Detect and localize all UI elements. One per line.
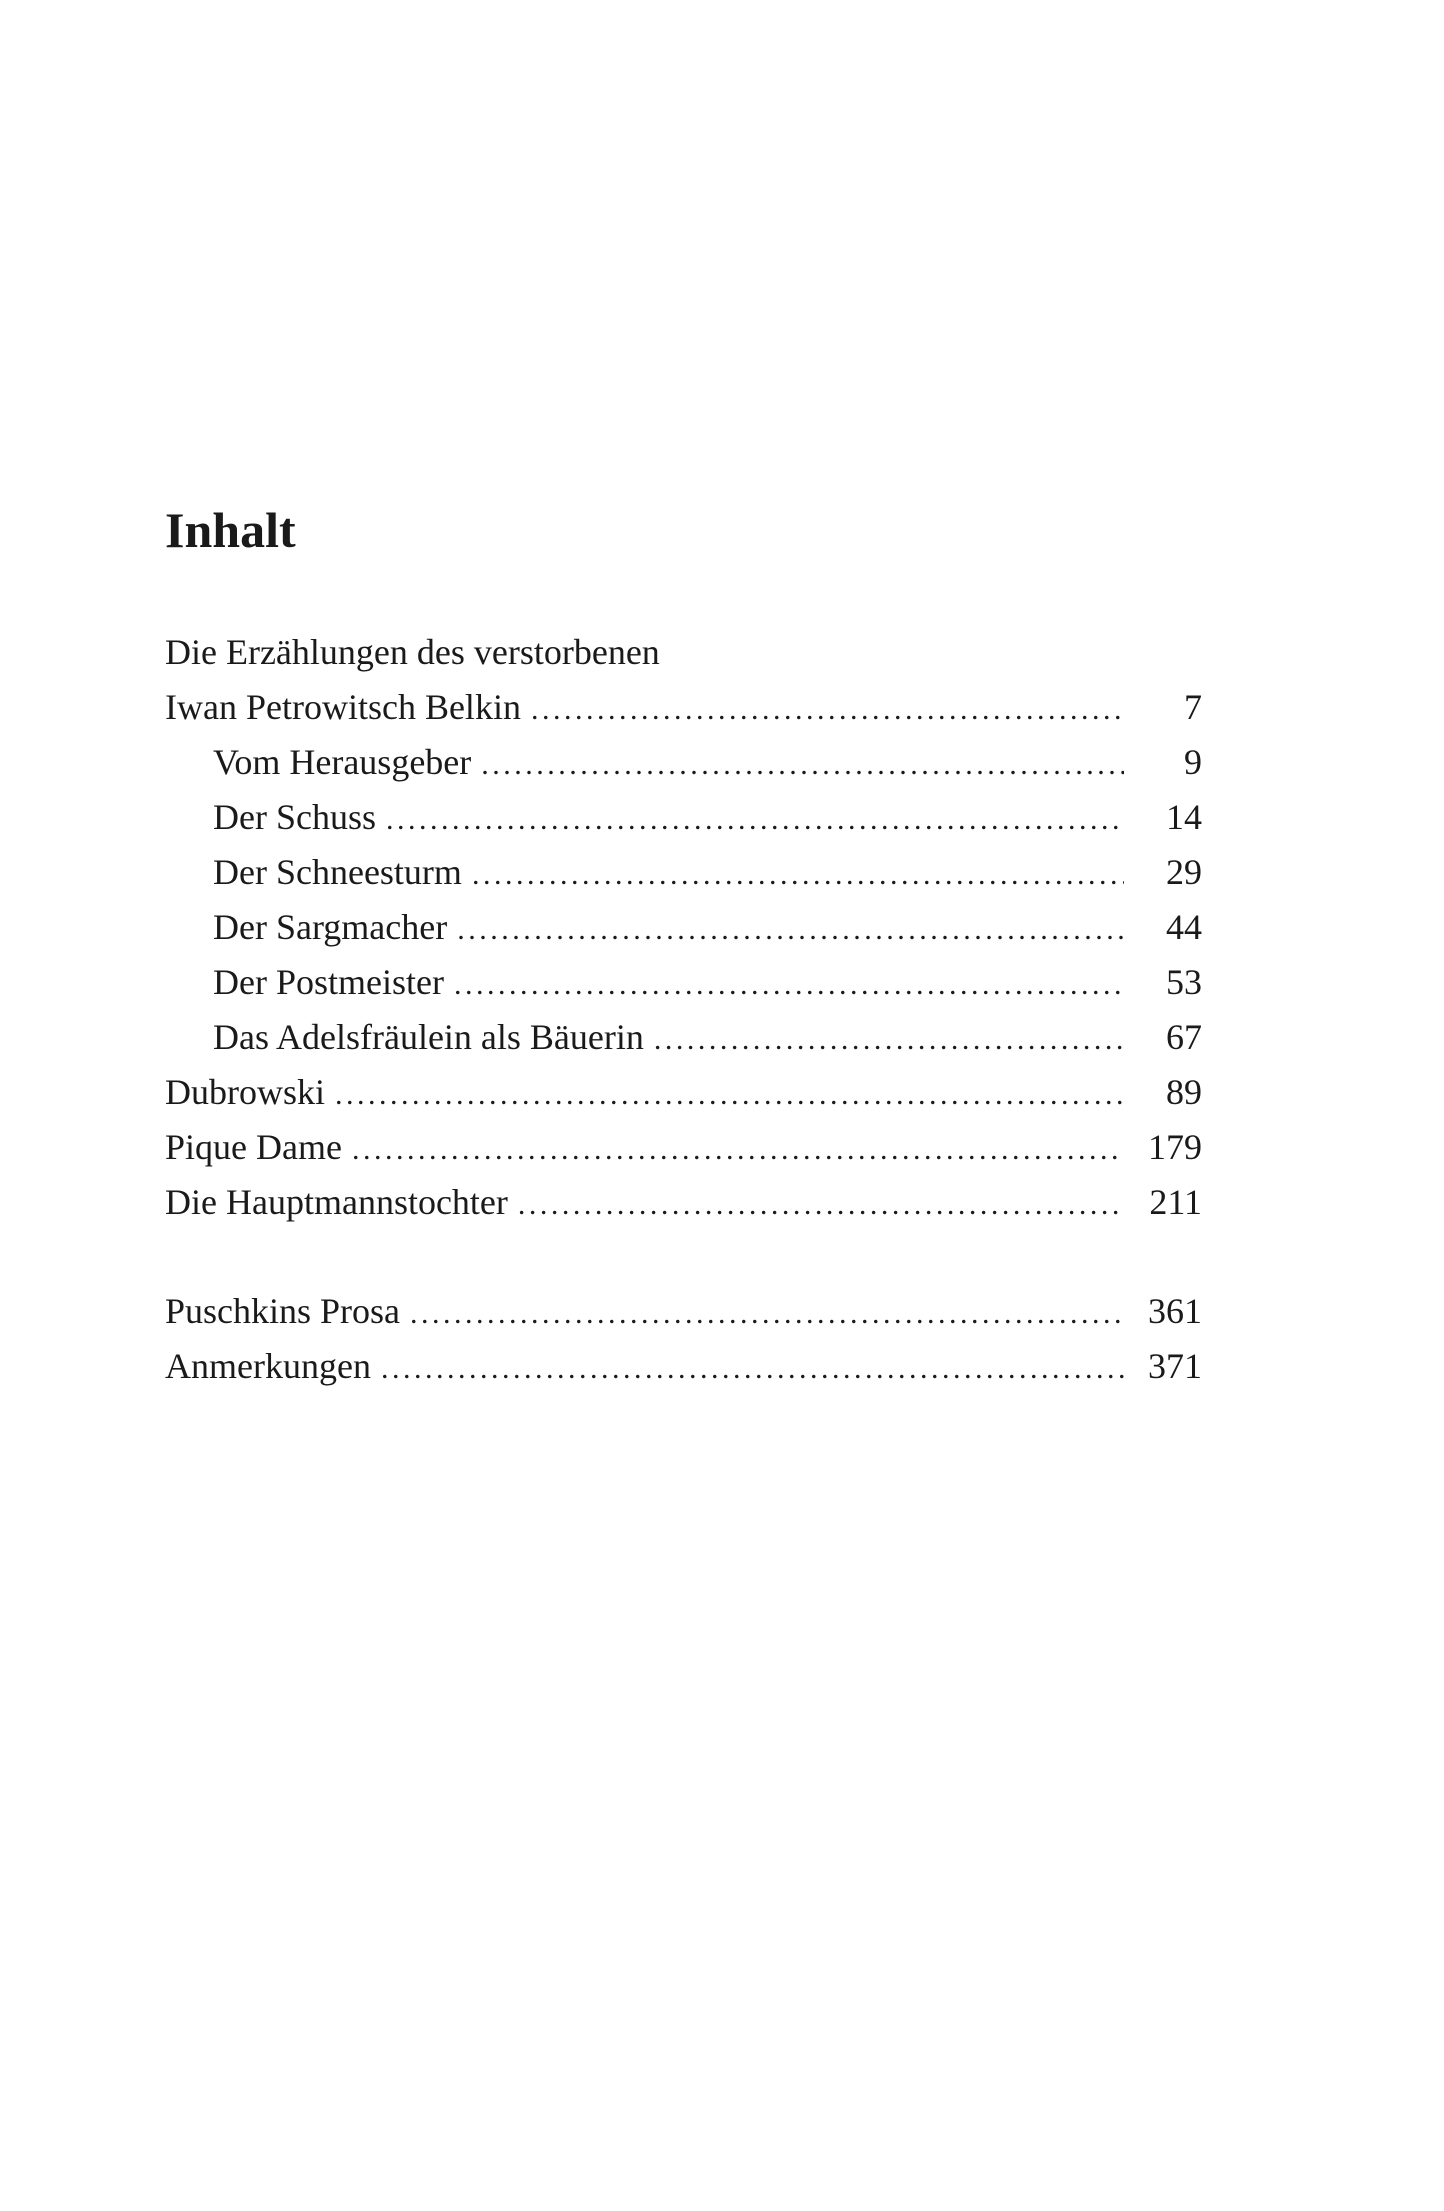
toc-entry-page: 371 — [1148, 1346, 1202, 1386]
toc-entry-page: 44 — [1166, 907, 1202, 947]
toc-entry-title: Die Erzählungen des verstorbenen — [165, 632, 660, 672]
dot-leader — [352, 1122, 1124, 1177]
toc-entry-page: 179 — [1148, 1127, 1202, 1167]
dot-leader — [335, 1067, 1124, 1122]
toc-entry-page: 9 — [1184, 742, 1202, 782]
toc-entry-page: 67 — [1166, 1017, 1202, 1057]
toc-entry — [165, 735, 1202, 790]
toc-entry — [165, 1339, 1202, 1394]
toc-entry — [165, 1010, 1202, 1065]
toc-entry-title: Vom Herausgeber — [213, 742, 472, 782]
toc-entry — [165, 790, 1202, 845]
toc-entry-title: Das Adelsfräulein als Bäuerin — [213, 1017, 644, 1057]
dot-leader — [531, 682, 1124, 737]
toc-entry — [165, 1284, 1202, 1339]
dot-leader — [457, 902, 1124, 957]
toc-entry-title: Anmerkungen — [165, 1346, 371, 1386]
page-title: Inhalt — [165, 502, 296, 558]
toc-entry-page: 7 — [1184, 687, 1202, 727]
toc-entry-page: 29 — [1166, 852, 1202, 892]
toc-entry-title: Iwan Petrowitsch Belkin — [165, 687, 521, 727]
toc-entry-title: Puschkins Prosa — [165, 1291, 401, 1331]
dot-leader — [481, 737, 1124, 792]
toc-entry-title: Pique Dame — [165, 1127, 342, 1167]
dot-leader — [381, 1341, 1124, 1396]
toc-entry-title: Der Schneesturm — [213, 852, 462, 892]
dot-leader — [472, 847, 1124, 902]
toc-entry — [165, 1065, 1202, 1120]
dot-leader — [518, 1177, 1124, 1232]
toc-entry — [165, 1120, 1202, 1175]
dot-leader — [386, 792, 1124, 847]
toc-entry — [165, 1175, 1202, 1230]
toc-entry-title: Die Hauptmannstochter — [165, 1182, 508, 1222]
toc-entry-title: Dubrowski — [165, 1072, 325, 1112]
toc-entry-page: 89 — [1166, 1072, 1202, 1112]
dot-leader — [454, 957, 1124, 1012]
toc-entry-title: Der Schuss — [213, 797, 376, 837]
toc-entry-page: 53 — [1166, 962, 1202, 1002]
toc-entry-page: 211 — [1149, 1182, 1202, 1222]
toc-entry — [165, 955, 1202, 1010]
toc-entry-page: 14 — [1166, 797, 1202, 837]
table-of-contents — [165, 625, 1202, 1394]
toc-entry-title: Der Postmeister — [213, 962, 444, 1002]
dot-leader — [410, 1286, 1124, 1341]
toc-entry-title: Der Sargmacher — [213, 907, 448, 947]
toc-entry-page: 361 — [1148, 1291, 1202, 1331]
toc-entry — [165, 845, 1202, 900]
toc-entry — [165, 900, 1202, 955]
toc-entry — [165, 680, 1202, 735]
dot-leader — [654, 1012, 1124, 1067]
toc-entry-heading — [165, 625, 1202, 680]
